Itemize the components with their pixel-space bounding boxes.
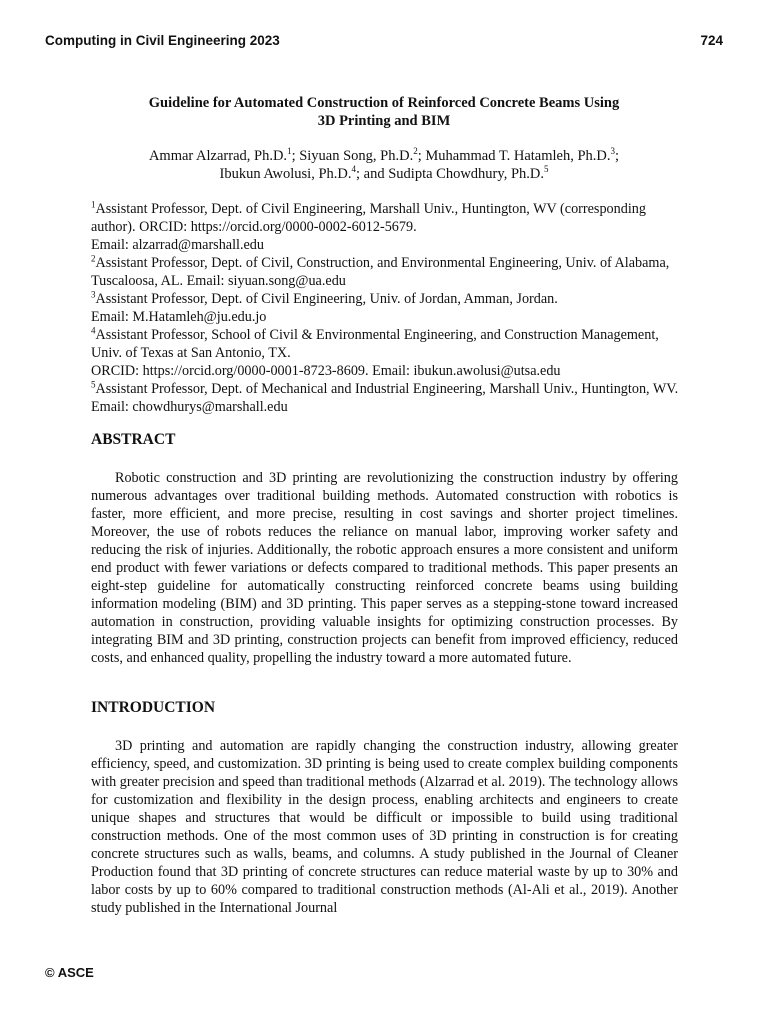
author-sep-3: ; — [615, 148, 620, 164]
affiliation-5-text: Assistant Professor, Dept. of Mechanical and Industrial Engineering, Marshall Univ., Huntington, WV. Email: chowdhurys@marshall.edu — [91, 381, 679, 415]
affiliation-4-orcid-email: ORCID: https://orcid.org/0000-0001-8723-8609. Email: ibukun.awolusi@utsa.edu — [91, 363, 561, 379]
affiliation-5-mark: 5 — [91, 379, 96, 390]
affiliation-3 — [91, 290, 691, 326]
title-line-1: Guideline for Automated Construction of Reinforced Concrete Beams Using — [148, 95, 620, 111]
affiliations — [91, 200, 691, 416]
affiliation-4 — [91, 326, 691, 380]
author-2: Siyuan Song, Ph.D. — [299, 148, 414, 164]
author-1: Ammar Alzarrad, Ph.D. — [148, 148, 288, 164]
running-header-journal: Computing in Civil Engineering 2023 — [45, 33, 280, 48]
affiliation-1 — [91, 200, 691, 254]
page-number: 724 — [700, 33, 723, 48]
author-2-mark: 2 — [413, 146, 418, 157]
affiliation-3-text: Assistant Professor, Dept. of Civil Engineering, Univ. of Jordan, Amman, Jordan. — [95, 291, 558, 307]
paper-title — [100, 94, 668, 130]
affiliation-4-text: Assistant Professor, School of Civil & Environmental Engineering, and Construction Management, Univ. of Texas at San Antonio, TX. — [91, 327, 659, 361]
affiliation-1-text: Assistant Professor, Dept. of Civil Engineering, Marshall Univ., Huntington, WV (corresponding author). ORCID: https://orcid.org/0000-0002-6012-5679. — [91, 201, 646, 235]
author-3-mark: 3 — [610, 146, 616, 157]
affiliation-2-mark: 2 — [91, 253, 96, 264]
affiliation-2-text: Assistant Professor, Dept. of Civil, Construction, and Environmental Engineering, Univ. of Alabama, Tuscaloosa, AL. Email: siyuan.song@ua.edu — [91, 255, 670, 289]
author-sep-4: ; and — [356, 166, 389, 182]
author-3: Muhammad T. Hatamleh, Ph.D. — [425, 148, 611, 164]
introduction-body: 3D printing and automation are rapidly changing the construction industry, allowing greater efficiency, speed, and customization. 3D printing is being used to create complex building components with greater precision and speed than traditional methods (Alzarrad et al. 2019). The technology allows for customization and flexibility in the design process, enabling architects and engineers to create unique shapes and structures that would be difficult or impossible to build using traditional construction methods. One of the most common uses of 3D printing in construction is for creating concrete structures such as walls, beams, and columns. A study published in the Journal of Cleaner Production found that 3D printing of concrete structures can reduce material waste by up to 30% and labor costs by up to 60% compared to traditional construction methods (Al-Ali et al., 2019). Another study published in the International Journal — [91, 738, 678, 916]
affiliation-1-email: Email: alzarrad@marshall.edu — [91, 237, 264, 253]
affiliation-3-email: Email: M.Hatamleh@ju.edu.jo — [91, 309, 267, 325]
copyright-footer: © ASCE — [45, 965, 94, 980]
abstract-heading: ABSTRACT — [91, 431, 176, 448]
author-5-mark: 5 — [543, 164, 549, 175]
affiliation-1-mark: 1 — [91, 199, 96, 210]
author-5: Sudipta Chowdhury, Ph.D. — [388, 166, 544, 182]
affiliation-4-mark: 4 — [91, 325, 96, 336]
author-sep-2: ; — [417, 148, 426, 164]
abstract-body: Robotic construction and 3D printing are revolutionizing the construction industry by offering numerous advantages over traditional building methods. Automated construction with robotics is faster, more efficient, and more precise, resulting in cost savings and shorter project timelines. Moreover, the use of robots reduces the reliance on manual labor, improving worker safety and reducing the risk of injuries. Additionally, the robotic approach ensures a more consistent and uniform end product with fewer variations or defects compared to traditional methods. This paper presents an eight-step guideline for automatically constructing reinforced concrete beams using building information modeling (BIM) and 3D printing. This paper serves as a stepping-stone toward increased automation in construction, providing valuable insights for optimizing construction processes. By integrating BIM and 3D printing, construction projects can benefit from improved efficiency, reduced costs, and enhanced quality, propelling the industry toward a more automated future. — [91, 470, 678, 666]
author-4-mark: 4 — [351, 164, 357, 175]
title-line-2: 3D Printing and BIM — [317, 113, 451, 129]
affiliation-2 — [91, 254, 691, 290]
affiliation-5 — [91, 380, 691, 416]
author-4: Ibukun Awolusi, Ph.D. — [219, 166, 352, 182]
affiliation-3-mark: 3 — [91, 289, 96, 300]
introduction-heading: INTRODUCTION — [91, 699, 216, 716]
author-list — [90, 147, 678, 183]
author-sep-1: ; — [291, 148, 300, 164]
author-1-mark: 1 — [287, 146, 292, 157]
